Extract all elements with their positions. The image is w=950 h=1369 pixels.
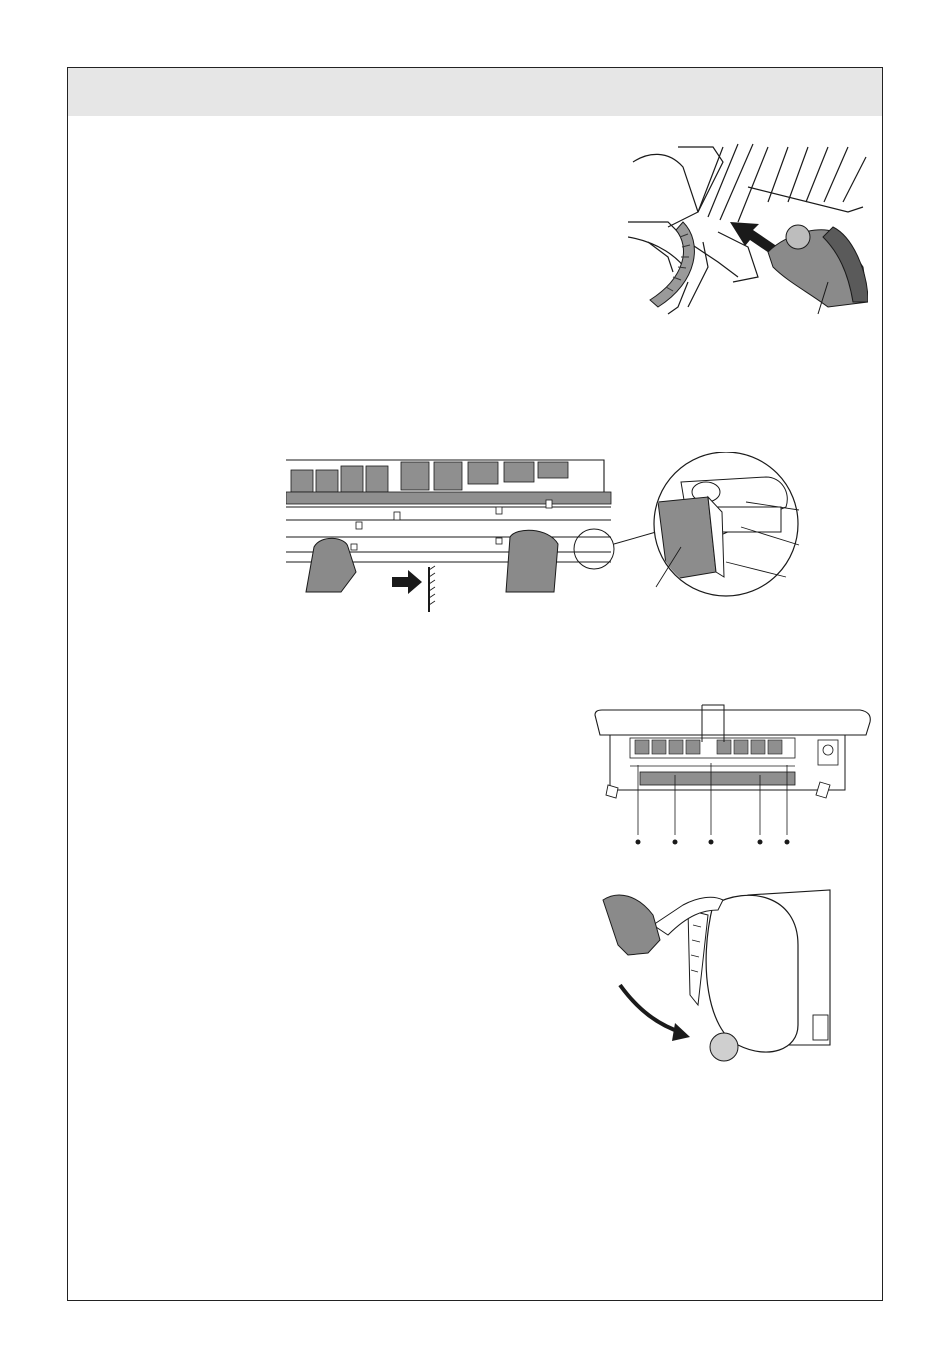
filter-guide-removal-illustration <box>628 142 868 317</box>
header-band <box>68 68 882 116</box>
filter-guide-removal-drawing <box>628 142 868 317</box>
front-panel-tilt-illustration <box>598 885 843 1070</box>
indoor-unit-screws-drawing <box>590 700 875 855</box>
front-panel-tilt-drawing <box>598 885 843 1070</box>
front-grille-hooks-illustration <box>286 452 806 617</box>
indoor-unit-screws-illustration <box>590 700 875 855</box>
front-grille-hooks-drawing <box>286 452 806 617</box>
